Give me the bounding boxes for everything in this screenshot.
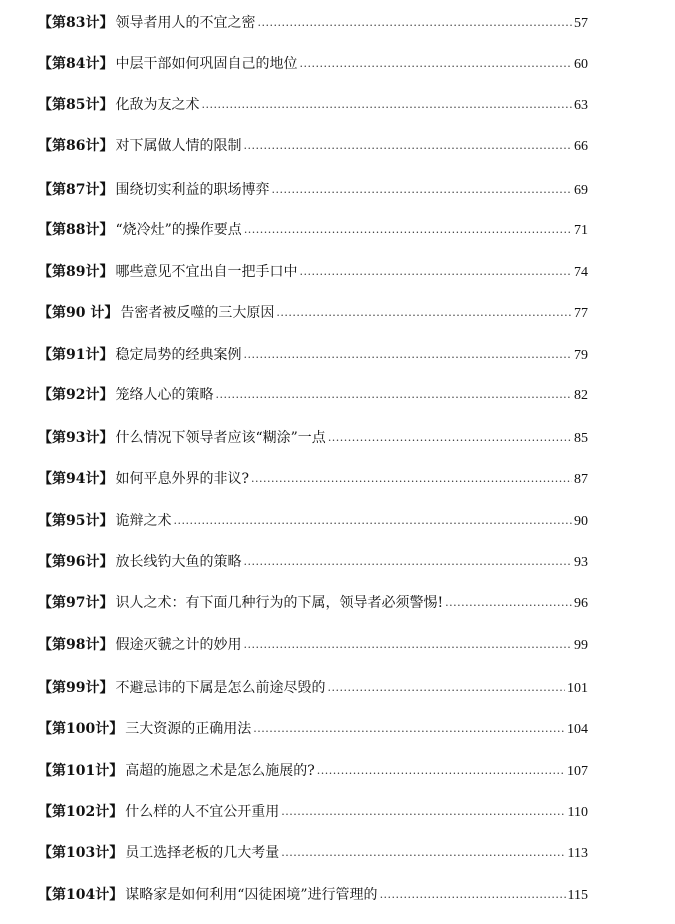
toc-entry-number: 【第97计】 — [38, 595, 114, 611]
toc-dot-leader — [251, 467, 572, 491]
toc-entry-number: 【第85计】 — [38, 97, 114, 113]
toc-page-number: 57 — [574, 16, 588, 31]
toc-dot-leader — [327, 676, 565, 700]
toc-dot-leader — [201, 93, 572, 117]
toc-entry-title: 识人之术：有下面几种行为的下属，领导者必须警惕! — [115, 595, 444, 611]
toc-entry-92[interactable] — [38, 383, 588, 407]
toc-page-number: 60 — [574, 57, 588, 72]
toc-page-number: 90 — [574, 514, 588, 529]
toc-entry-104[interactable] — [38, 883, 588, 907]
toc-entry-number: 【第84计】 — [38, 56, 114, 72]
toc-dot-leader — [299, 52, 572, 76]
toc-entry-number: 【第101计】 — [38, 763, 124, 779]
toc-entry-title: 诡辩之术 — [115, 513, 172, 529]
toc-page-number: 93 — [574, 555, 588, 570]
toc-page-number: 110 — [567, 805, 588, 820]
toc-entry-95[interactable] — [38, 509, 588, 533]
toc-dot-leader — [281, 841, 565, 865]
toc-entry-91[interactable] — [38, 343, 588, 367]
toc-entry-88[interactable] — [38, 218, 588, 242]
toc-entry-84[interactable] — [38, 52, 588, 76]
toc-dot-leader — [243, 343, 572, 367]
toc-entry-number: 【第95计】 — [38, 513, 114, 529]
toc-entry-98[interactable] — [38, 633, 588, 657]
toc-entry-86[interactable] — [38, 134, 588, 158]
toc-page-number: 71 — [574, 223, 588, 238]
toc-entry-title: 放长线钓大鱼的策略 — [115, 554, 242, 570]
toc-page-number: 115 — [567, 888, 588, 903]
toc-page-number: 85 — [574, 431, 588, 446]
toc-dot-leader — [243, 633, 572, 657]
toc-dot-leader — [276, 301, 572, 325]
toc-entry-title: 领导者用人的不宜之密 — [115, 15, 256, 31]
toc-entry-number: 【第96计】 — [38, 554, 114, 570]
toc-page-number: 96 — [574, 596, 588, 611]
toc-dot-leader — [380, 883, 566, 907]
toc-entry-title: 对下属做人情的限制 — [115, 138, 242, 154]
toc-entry-title: 化敌为友之术 — [115, 97, 200, 113]
toc-entry-101[interactable] — [38, 759, 588, 783]
toc-entry-number: 【第88计】 — [38, 222, 114, 238]
toc-entry-title: “烧冷灶”的操作要点 — [115, 222, 242, 238]
toc-entry-number: 【第86计】 — [38, 138, 114, 154]
toc-entry-title: 告密者被反噬的三大原因 — [120, 305, 275, 321]
toc-entry-87[interactable] — [38, 178, 588, 202]
toc-page-number: 66 — [574, 139, 588, 154]
toc-page-number: 101 — [567, 681, 588, 696]
toc-entry-number: 【第103计】 — [38, 845, 124, 861]
toc-dot-leader — [328, 426, 572, 450]
toc-dot-leader — [445, 591, 572, 615]
toc-entry-title: 员工选择老板的几大考量 — [125, 845, 280, 861]
toc-entry-number: 【第92计】 — [38, 387, 114, 403]
toc-dot-leader — [243, 134, 572, 158]
toc-entry-title: 三大资源的正确用法 — [125, 721, 252, 737]
toc-entry-title: 什么情况下领导者应该“糊涂”一点 — [115, 430, 326, 446]
toc-entry-title: 中层干部如何巩固自己的地位 — [115, 56, 298, 72]
toc-page-number: 77 — [574, 306, 588, 321]
toc-entry-89[interactable] — [38, 260, 588, 284]
toc-entry-number: 【第98计】 — [38, 637, 114, 653]
toc-dot-leader — [215, 383, 572, 407]
toc-dot-leader — [253, 717, 565, 741]
toc-entry-number: 【第102计】 — [38, 804, 124, 820]
toc-entry-number: 【第99计】 — [38, 680, 114, 696]
toc-entry-99[interactable] — [38, 676, 588, 700]
toc-page-number: 113 — [567, 846, 588, 861]
toc-entry-94[interactable] — [38, 467, 588, 491]
toc-entry-100[interactable] — [38, 717, 588, 741]
toc-dot-leader — [243, 550, 572, 574]
toc-entry-83[interactable] — [38, 11, 588, 35]
toc-page-number: 82 — [574, 388, 588, 403]
toc-entry-number: 【第90 计】 — [38, 305, 119, 321]
toc-entry-number: 【第104计】 — [38, 887, 124, 903]
toc-page-number: 74 — [574, 265, 588, 280]
toc-entry-title: 围绕切实利益的职场博弈 — [115, 182, 270, 198]
toc-dot-leader — [317, 759, 565, 783]
toc-dot-leader — [299, 260, 572, 284]
toc-entry-number: 【第83计】 — [38, 15, 114, 31]
toc-entry-number: 【第93计】 — [38, 430, 114, 446]
toc-page-number: 99 — [574, 638, 588, 653]
toc-entry-85[interactable] — [38, 93, 588, 117]
toc-page-number: 69 — [574, 183, 588, 198]
toc-entry-title: 笼络人心的策略 — [115, 387, 214, 403]
toc-page-number: 63 — [574, 98, 588, 113]
toc-entry-93[interactable] — [38, 426, 588, 450]
toc-page-number: 104 — [567, 722, 588, 737]
toc-entry-title: 高超的施恩之术是怎么施展的? — [125, 763, 315, 779]
toc-entry-90[interactable] — [38, 301, 588, 325]
toc-page-number: 79 — [574, 348, 588, 363]
toc-entry-number: 【第100计】 — [38, 721, 124, 737]
toc-page-number: 87 — [574, 472, 588, 487]
toc-dot-leader — [244, 218, 572, 242]
toc-entry-title: 如何平息外界的非议? — [115, 471, 249, 487]
toc-dot-leader — [173, 509, 572, 533]
toc-entry-number: 【第94计】 — [38, 471, 114, 487]
toc-entry-96[interactable] — [38, 550, 588, 574]
toc-entry-title: 谋略家是如何利用“囚徒困境”进行管理的 — [125, 887, 378, 903]
toc-page-number: 107 — [567, 764, 588, 779]
toc-dot-leader — [257, 11, 572, 35]
toc-entry-102[interactable] — [38, 800, 588, 824]
toc-entry-title: 稳定局势的经典案例 — [115, 347, 242, 363]
toc-dot-leader — [271, 178, 572, 202]
toc-entry-97[interactable] — [38, 591, 588, 615]
toc-entry-title: 假途灭虢之计的妙用 — [115, 637, 242, 653]
toc-entry-title: 不避忌讳的下属是怎么前途尽毁的 — [115, 680, 326, 696]
toc-dot-leader — [281, 800, 565, 824]
toc-entry-title: 哪些意见不宜出自一把手口中 — [115, 264, 298, 280]
toc-entry-number: 【第91计】 — [38, 347, 114, 363]
toc-entry-number: 【第87计】 — [38, 182, 114, 198]
toc-entry-title: 什么样的人不宜公开重用 — [125, 804, 280, 820]
toc-entry-number: 【第89计】 — [38, 264, 114, 280]
toc-entry-103[interactable] — [38, 841, 588, 865]
